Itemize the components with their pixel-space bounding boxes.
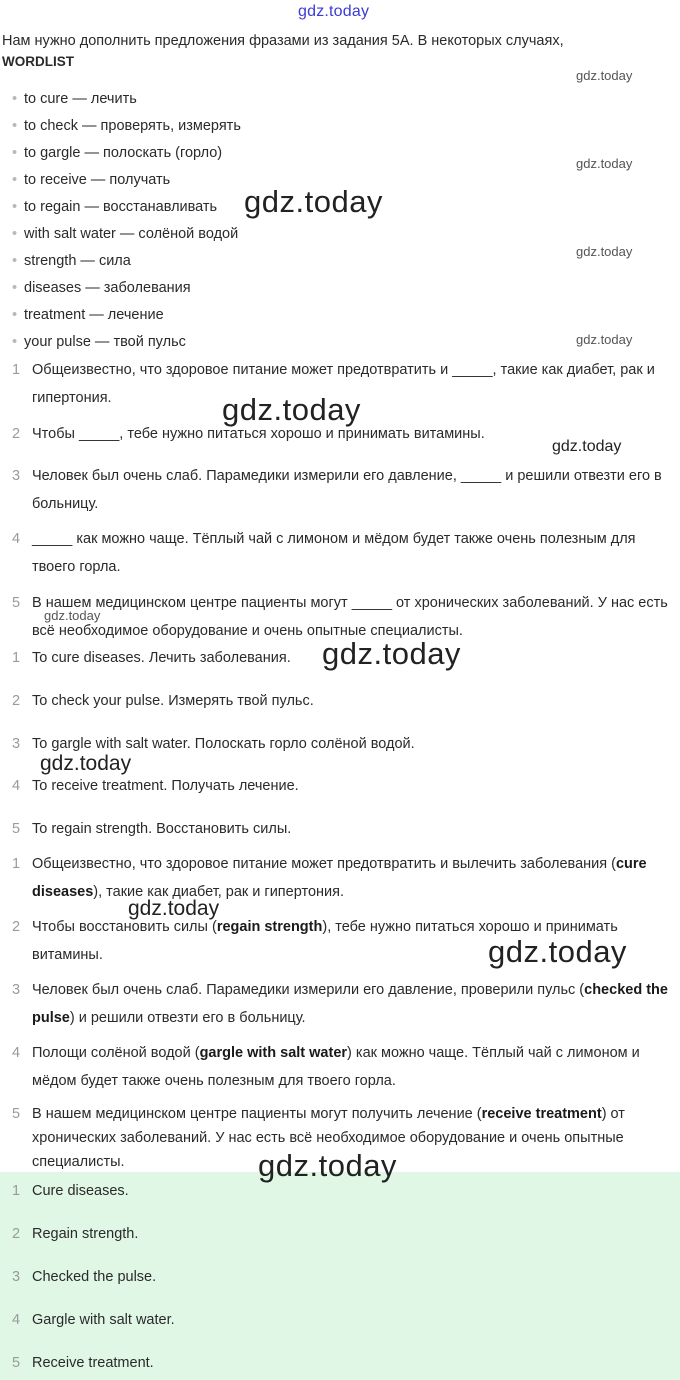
watermark-small: gdz.today bbox=[44, 608, 101, 623]
wordlist-item: • to check — проверять, измерять bbox=[12, 118, 241, 134]
watermark-medium: gdz.today bbox=[128, 897, 220, 920]
task-item: 3 Человек был очень слаб. Парамедики измерили его давление, _____ и решили отвезти его в больницу. bbox=[12, 468, 662, 512]
filled-item: 1 Общеизвестно, что здоровое питание может предотвратить и вылечить заболевания (cure diseases), такие как диабет, рак и гипертония. bbox=[12, 856, 647, 900]
filled-item: 2 Чтобы восстановить силы (regain strength), тебе нужно питаться хорошо и принимать витамины. bbox=[12, 919, 618, 963]
bullet-icon: • bbox=[12, 307, 18, 323]
bullet-icon: • bbox=[12, 226, 18, 242]
watermark-small: gdz.today bbox=[576, 156, 633, 171]
wordlist-title: WORDLIST bbox=[2, 54, 74, 69]
bullet-icon: • bbox=[12, 280, 18, 296]
watermark-medium: gdz.today bbox=[40, 752, 132, 775]
bullet-icon: • bbox=[12, 253, 18, 269]
wordlist-item: • to regain — восстанавливать bbox=[12, 199, 218, 215]
watermark-big: gdz.today bbox=[222, 392, 361, 427]
answer-item: 3 Checked the pulse. bbox=[12, 1269, 157, 1285]
task-item: 1 Общеизвестно, что здоровое питание может предотвратить и _____, такие как диабет, рак и гипертония. bbox=[12, 362, 655, 406]
bullet-icon: • bbox=[12, 145, 18, 161]
bullet-icon: • bbox=[12, 172, 18, 188]
answer-item: 2 Regain strength. bbox=[12, 1226, 139, 1242]
translation-item: 5 To regain strength. Восстановить силы. bbox=[12, 821, 292, 837]
filled-item: 5 В нашем медицинском центре пациенты могут получить лечение (receive treatment) от хронических заболеваний. У нас есть всё необходимое оборудование и очень опытные специалисты. bbox=[12, 1106, 625, 1170]
watermark-big: gdz.today bbox=[258, 1148, 397, 1183]
answer-item: 4 Gargle with salt water. bbox=[12, 1312, 175, 1328]
answer-item: 5 Receive treatment. bbox=[12, 1355, 154, 1371]
answer-item: 1 Cure diseases. bbox=[12, 1183, 129, 1199]
task-item: 4 _____ как можно чаще. Тёплый чай с лимоном и мёдом будет также очень полезным для твоего горла. bbox=[12, 531, 636, 575]
watermark-small: gdz.today bbox=[576, 244, 633, 259]
watermark-big: gdz.today bbox=[322, 636, 461, 671]
wordlist-item: • your pulse — твой пульс bbox=[12, 334, 186, 350]
bullet-icon: • bbox=[12, 334, 18, 350]
filled-item: 4 Полощи солёной водой (gargle with salt water) как можно чаще. Тёплый чай с лимоном и мёдом будет также очень полезным для твоего горла. bbox=[12, 1045, 640, 1089]
wordlist-item: • diseases — заболевания bbox=[12, 280, 191, 296]
watermark-small: gdz.today bbox=[576, 68, 633, 83]
task-item: 5 В нашем медицинском центре пациенты могут _____ от хронических заболеваний. У нас есть всё необходимое оборудование и очень опытные специалисты. bbox=[12, 595, 668, 639]
bullet-icon: • bbox=[12, 199, 18, 215]
wordlist-item: • to receive — получать bbox=[12, 172, 171, 188]
wordlist-item: • to cure — лечить bbox=[12, 91, 137, 107]
watermark-top: gdz.today bbox=[298, 3, 370, 20]
wordlist-item: • treatment — лечение bbox=[12, 307, 164, 323]
watermark-big: gdz.today bbox=[244, 184, 383, 219]
translation-item: 2 To check your pulse. Измерять твой пульс. bbox=[12, 693, 314, 709]
translation-item: 1 To cure diseases. Лечить заболевания. bbox=[12, 650, 291, 666]
bullet-icon: • bbox=[12, 91, 18, 107]
translation-item: 4 To receive treatment. Получать лечение. bbox=[12, 778, 299, 794]
filled-item: 3 Человек был очень слаб. Парамедики измерили его давление, проверили пульс (checked the pulse) и решили отвезти его в больницу. bbox=[12, 982, 668, 1026]
wordlist-item: • with salt water — солёной водой bbox=[12, 226, 239, 242]
watermark-small: gdz.today bbox=[576, 332, 633, 347]
bullet-icon: • bbox=[12, 118, 18, 134]
wordlist-item: • to gargle — полоскать (горло) bbox=[12, 145, 223, 161]
translation-item: 3 To gargle with salt water. Полоскать горло солёной водой. bbox=[12, 736, 415, 752]
wordlist-item: • strength — сила bbox=[12, 253, 131, 269]
task-item: 2 Чтобы _____, тебе нужно питаться хорошо и принимать витамины. bbox=[12, 426, 485, 442]
watermark-medium: gdz.today bbox=[552, 438, 622, 455]
intro-text: Нам нужно дополнить предложения фразами из задания 5А. В некоторых случаях, bbox=[2, 33, 564, 49]
watermark-big: gdz.today bbox=[488, 934, 627, 969]
